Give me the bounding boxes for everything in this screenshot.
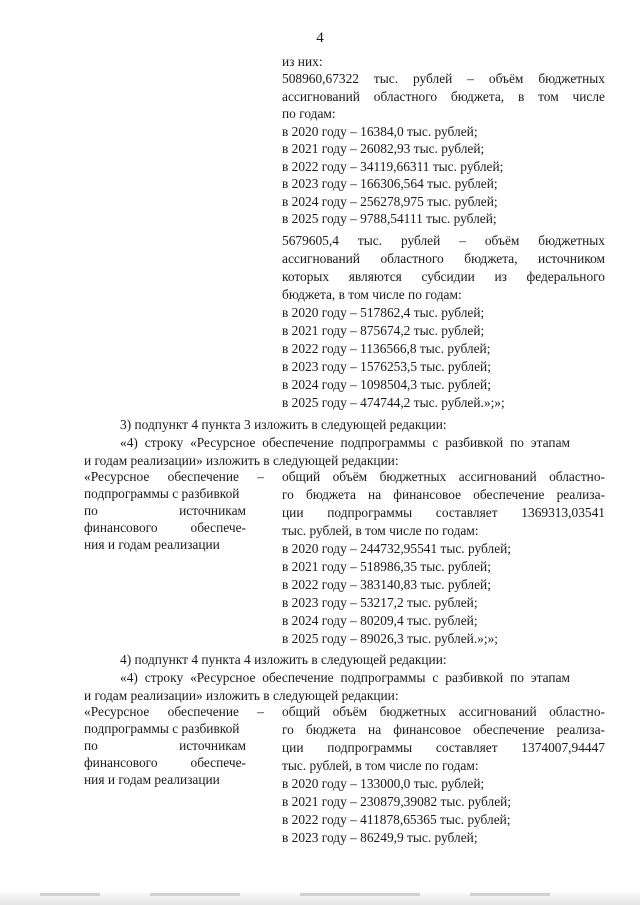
year-amount-line: в 2020 году – 16384,0 тыс. рублей; [282, 124, 478, 139]
year-amount-line: в 2021 году – 518986,35 тыс. рублей; [282, 559, 491, 574]
text-line: ассигнований областного бюджета, в том числе [282, 89, 605, 104]
year-amount-line: в 2023 году – 166306,564 тыс. рублей; [282, 176, 498, 191]
page-number: 4 [316, 30, 324, 46]
text-line: по годам: [282, 106, 336, 121]
text-line: бюджета, в том числе по годам: [282, 287, 462, 302]
text-line: 5679605,4 тыс. рублей – объём бюджетных [282, 233, 605, 248]
scan-mark [470, 893, 550, 896]
section-4-right-text: тыс. рублей, в том числе по годам: [282, 758, 479, 773]
year-amount-line: в 2025 году – 474744,2 тыс. рублей.»;»; [282, 395, 505, 410]
text-line: ассигнований областного бюджета, источником [282, 251, 605, 266]
year-amount-line: в 2020 году – 517862,4 тыс. рублей; [282, 305, 485, 320]
year-amount-line: в 2024 году – 1098504,3 тыс. рублей; [282, 377, 491, 392]
section-3-left-label: «Ресурсное обеспечение – [84, 469, 264, 484]
section-3-left-label: финансового обеспече- [84, 520, 246, 535]
year-amount-line: в 2020 году – 244732,95541 тыс. рублей; [282, 541, 512, 556]
section-4-right-text: ции подпрограммы составляет 1374007,94447 [282, 740, 605, 755]
section-3-quote: «4) строку «Ресурсное обеспечение подпрограммы с разбивкой по этапам [120, 435, 570, 450]
year-amount-line: в 2022 году – 411878,65365 тыс. рублей; [282, 812, 511, 827]
section-3-left-label: подпрограммы с разбивкой [84, 486, 240, 501]
text-line: которых являются субсидии из федерального [282, 269, 605, 284]
year-amount-line: в 2022 году – 34119,66311 тыс. рублей; [282, 159, 504, 174]
scan-mark [150, 893, 240, 896]
section-3-right-text: ции подпрограммы составляет 1369313,03541 [282, 505, 605, 520]
section-3-right-text: тыс. рублей, в том числе по годам: [282, 523, 479, 538]
year-amount-line: в 2024 году – 80209,4 тыс. рублей; [282, 613, 478, 628]
section-3-left-label: по источникам [84, 503, 246, 518]
year-amount-line: в 2022 году – 383140,83 тыс. рублей; [282, 577, 491, 592]
section-4-right-text: го бюджета на финансовое обеспечение реализа- [282, 722, 605, 737]
text-line: из них: [282, 54, 323, 69]
section-3-right-text: общий объём бюджетных ассигнований областно- [282, 469, 605, 484]
year-amount-line: в 2023 году – 1576253,5 тыс. рублей; [282, 359, 491, 374]
year-amount-line: в 2021 году – 875674,2 тыс. рублей; [282, 323, 485, 338]
year-amount-line: в 2024 году – 256278,975 тыс. рублей; [282, 194, 498, 209]
year-amount-line: в 2025 году – 89026,3 тыс. рублей.»;»; [282, 631, 499, 646]
year-amount-line: в 2025 году – 9788,54111 тыс. рублей; [282, 211, 497, 226]
year-amount-line: в 2022 году – 1136566,8 тыс. рублей; [282, 341, 491, 356]
year-amount-line: в 2023 году – 86249,9 тыс. рублей; [282, 830, 478, 845]
section-4-quote: «4) строку «Ресурсное обеспечение подпрограммы с разбивкой по этапам [120, 670, 570, 685]
year-amount-line: в 2020 году – 133000,0 тыс. рублей; [282, 776, 485, 791]
text-line: 508960,67322 тыс. рублей – объём бюджетных [282, 71, 605, 86]
section-4-right-text: общий объём бюджетных ассигнований областно- [282, 704, 605, 719]
section-4-quote: и годам реализации» изложить в следующей редакции: [84, 688, 399, 703]
section-3-quote: и годам реализации» изложить в следующей редакции: [84, 453, 399, 468]
section-4-left-label: ния и годам реализации [84, 772, 220, 787]
scan-mark [40, 893, 100, 896]
section-3-left-label: ния и годам реализации [84, 537, 220, 552]
year-amount-line: в 2021 году – 230879,39082 тыс. рублей; [282, 794, 512, 809]
section-3-right-text: го бюджета на финансовое обеспечение реализа- [282, 487, 605, 502]
section-4-left-label: подпрограммы с разбивкой [84, 721, 240, 736]
section-4-left-label: по источникам [84, 738, 246, 753]
scan-mark [300, 893, 420, 896]
year-amount-line: в 2021 году – 26082,93 тыс. рублей; [282, 141, 485, 156]
section-3-intro: 3) подпункт 4 пункта 3 изложить в следующей редакции: [120, 417, 447, 432]
year-amount-line: в 2023 году – 53217,2 тыс. рублей; [282, 595, 478, 610]
section-4-left-label: «Ресурсное обеспечение – [84, 704, 264, 719]
section-4-intro: 4) подпункт 4 пункта 4 изложить в следующей редакции: [120, 652, 447, 667]
section-4-left-label: финансового обеспече- [84, 755, 246, 770]
